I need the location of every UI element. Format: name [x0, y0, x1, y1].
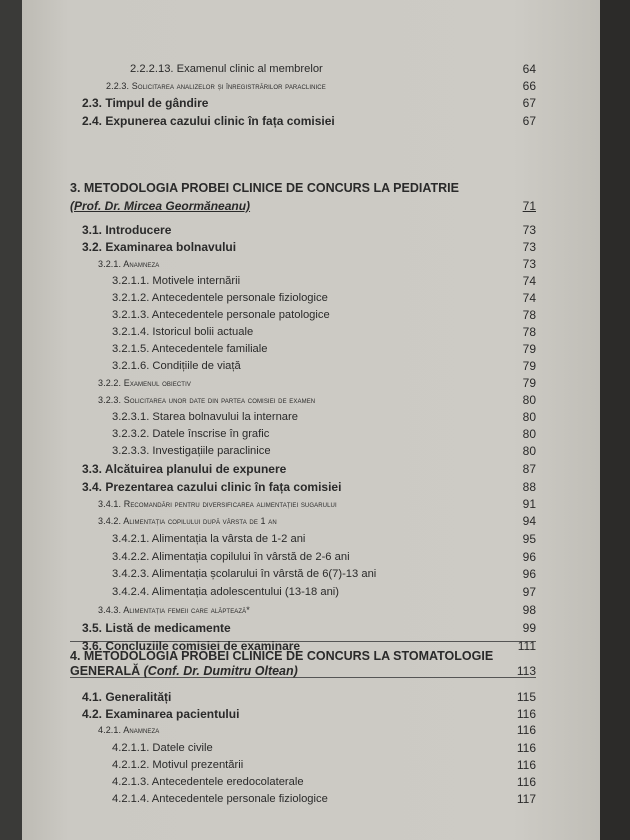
toc-entry-label: 3.4. Prezentarea cazului clinic în fața comisiei — [82, 480, 342, 494]
toc-entry — [22, 375, 600, 391]
toc-entry-page: 117 — [516, 792, 536, 806]
toc-entry — [22, 791, 600, 807]
toc-entry-label: 3. METODOLOGIA PROBEI CLINICE DE CONCURS LA PEDIATRIE — [70, 181, 459, 195]
toc-entry-page: 64 — [522, 62, 536, 76]
toc-entry — [22, 774, 600, 790]
toc-entry — [22, 426, 600, 442]
toc-entry-page: 116 — [516, 741, 536, 755]
toc-entry-page: 74 — [522, 274, 536, 288]
toc-entry — [22, 256, 600, 272]
toc-entry-label: 3.2.1.5. Antecedentele familiale — [112, 343, 268, 355]
toc-entry — [22, 461, 600, 477]
chapter-3-author — [22, 198, 600, 214]
toc-entry-page: 116 — [516, 775, 536, 789]
toc-entry-page: 87 — [522, 462, 536, 476]
toc-entry — [22, 531, 600, 547]
toc-entry-label: 4.2.1.3. Antecedentele eredocolaterale — [112, 776, 304, 788]
toc-entry-label: 3.2.2. Examenul obiectiv — [98, 378, 191, 388]
toc-entry-label: 3.4.2.2. Alimentația copilului în vârstă de 2-6 ani — [112, 551, 350, 563]
toc-entry-page: 115 — [516, 690, 536, 704]
chapter-4-author-name: (Conf. Dr. Dumitru Oltean) — [143, 664, 298, 678]
toc-entry-label: 3.2.1.6. Condițiile de viață — [112, 360, 241, 372]
toc-entry-label: 3.3. Alcătuirea planului de expunere — [82, 462, 287, 476]
toc-entry-page: 78 — [522, 308, 536, 322]
toc-entry-page: 94 — [522, 514, 536, 528]
toc-entry-page: 116 — [516, 723, 536, 737]
toc-entry — [22, 620, 600, 636]
toc-entry — [22, 689, 600, 705]
toc-entry-page: 97 — [522, 585, 536, 599]
toc-entry-label: GENERALĂ — [70, 664, 141, 678]
toc-entry-page: 71 — [522, 199, 536, 213]
toc-entry-label: 4.2.1. Anamneza — [98, 725, 160, 735]
toc-entry-label: 3.2.1.1. Motivele internării — [112, 275, 241, 287]
toc-entry-label: 3.2.1. Anamneza — [98, 259, 160, 269]
toc-entry-page: 111 — [517, 639, 536, 653]
toc-entry-label: 4.2.1.2. Motivul prezentării — [112, 759, 244, 771]
toc-entry-label: 2.3. Timpul de gândire — [82, 96, 209, 110]
toc-entry-label: 2.4. Expunerea cazului clinic în fața comisiei — [82, 114, 335, 128]
toc-entry-page: 98 — [522, 603, 536, 617]
toc-entry-label: 3.2.1.4. Istoricul bolii actuale — [112, 326, 254, 338]
toc-entry — [22, 549, 600, 565]
toc-entry-label: 3.4.2.4. Alimentația adolescentului (13-18 ani) — [112, 586, 339, 598]
toc-entry-page: 80 — [522, 393, 536, 407]
toc-entry-label: 3.4.1. Recomandări pentru diversificarea alimentației sugarului — [98, 499, 337, 509]
toc-entry — [22, 341, 600, 357]
toc-entry-label: 3.2.3.3. Investigațiile paraclinice — [112, 445, 271, 457]
toc-entry-label: 3.2. Examinarea bolnavului — [82, 240, 237, 254]
toc-entry — [22, 222, 600, 238]
toc-entry-label: (Prof. Dr. Mircea Geormăneanu) — [70, 199, 251, 213]
toc-entry-page: 80 — [522, 410, 536, 424]
toc-entry-page: 95 — [522, 532, 536, 546]
toc-entry-label: 3.2.3.1. Starea bolnavului la internare — [112, 411, 298, 423]
toc-entry-label: 4. METODOLOGIA PROBEI CLINICE DE CONCURS LA STOMATOLOGIE — [70, 649, 494, 663]
toc-entry-label: 4.2.1.1. Datele civile — [112, 742, 213, 754]
toc-entry — [22, 513, 600, 529]
toc-entry — [22, 273, 600, 289]
book-spine — [600, 0, 630, 840]
toc-entry — [22, 722, 600, 738]
toc-entry-page: 73 — [522, 223, 536, 237]
toc-entry — [22, 358, 600, 374]
toc-entry-label: 3.4.2.3. Alimentația școlarului în vârstă de 6(7)-13 ani — [112, 568, 377, 580]
toc-entry — [22, 324, 600, 340]
toc-entry — [22, 584, 600, 600]
toc-entry-page: 73 — [522, 240, 536, 254]
toc-entry-page: 116 — [516, 758, 536, 772]
toc-entry-page: 88 — [522, 480, 536, 494]
toc-entry — [22, 290, 600, 306]
toc-entry-label: 3.2.3.2. Datele înscrise în grafic — [112, 428, 270, 440]
toc-entry-label: 2.2.3. Solicitarea analizelor și înregistrărilor paraclinice — [106, 81, 326, 91]
toc-entry-label: 4.2. Examinarea pacientului — [82, 707, 240, 721]
toc-entry — [22, 95, 600, 111]
toc-entry-label: 3.2.3. Solicitarea unor date din partea comisiei de examen — [98, 395, 316, 405]
toc-entry-page: 96 — [522, 550, 536, 564]
toc-entry — [22, 307, 600, 323]
toc-entry — [22, 566, 600, 582]
toc-entry-page: 96 — [522, 567, 536, 581]
toc-entry — [22, 409, 600, 425]
toc-entry-page: 99 — [522, 621, 536, 635]
toc-entry — [22, 602, 600, 618]
toc-entry-page: 78 — [522, 325, 536, 339]
toc-entry-page: 79 — [522, 376, 536, 390]
chapter-3-title — [22, 180, 600, 196]
toc-entry-label: 3.6. Concluziile comisiei de examinare — [82, 639, 301, 653]
chapter-4-author — [22, 663, 600, 679]
book-page — [22, 0, 600, 840]
toc-entry-label: 3.2.1.2. Antecedentele personale fiziologice — [112, 292, 328, 304]
chapter-4-title — [22, 648, 600, 664]
toc-entry-page: 80 — [522, 444, 536, 458]
toc-entry-label: 3.1. Introducere — [82, 223, 172, 237]
toc-entry-label: 4.2.1.4. Antecedentele personale fiziologice — [112, 793, 328, 805]
toc-entry-page: 113 — [516, 664, 536, 678]
toc-entry-label: 3.5. Listă de medicamente — [82, 621, 231, 635]
toc-entry — [22, 740, 600, 756]
toc-entry-page: 80 — [522, 427, 536, 441]
toc-entry — [22, 443, 600, 459]
toc-entry-page: 116 — [516, 707, 536, 721]
toc-entry-page: 67 — [522, 96, 536, 110]
toc-entry-page: 66 — [522, 79, 536, 93]
toc-entry-page: 74 — [522, 291, 536, 305]
toc-entry-label: 4.1. Generalități — [82, 690, 172, 704]
toc-entry — [22, 78, 600, 94]
toc-entry-page: 91 — [522, 497, 536, 511]
toc-entry-label: 3.4.3. Alimentația femeii care alăptează* — [98, 605, 250, 615]
toc-entry-page: 67 — [522, 114, 536, 128]
toc-entry — [22, 239, 600, 255]
toc-entry-label: 3.2.1.3. Antecedentele personale patologice — [112, 309, 330, 321]
toc-entry-page: 79 — [522, 342, 536, 356]
toc-entry — [22, 61, 600, 77]
toc-entry — [22, 113, 600, 129]
toc-entry-label: 3.4.2. Alimentația copilului după vârsta de 1 an — [98, 516, 277, 526]
toc-entry-page: 73 — [522, 257, 536, 271]
toc-entry-label: 2.2.2.13. Examenul clinic al membrelor — [130, 63, 323, 75]
toc-entry — [22, 757, 600, 773]
toc-entry — [22, 496, 600, 512]
toc-entry — [22, 392, 600, 408]
toc-entry-label: 3.4.2.1. Alimentația la vârsta de 1-2 ani — [112, 533, 306, 545]
toc-entry — [22, 706, 600, 722]
toc-entry-page: 79 — [522, 359, 536, 373]
toc-entry — [22, 479, 600, 495]
